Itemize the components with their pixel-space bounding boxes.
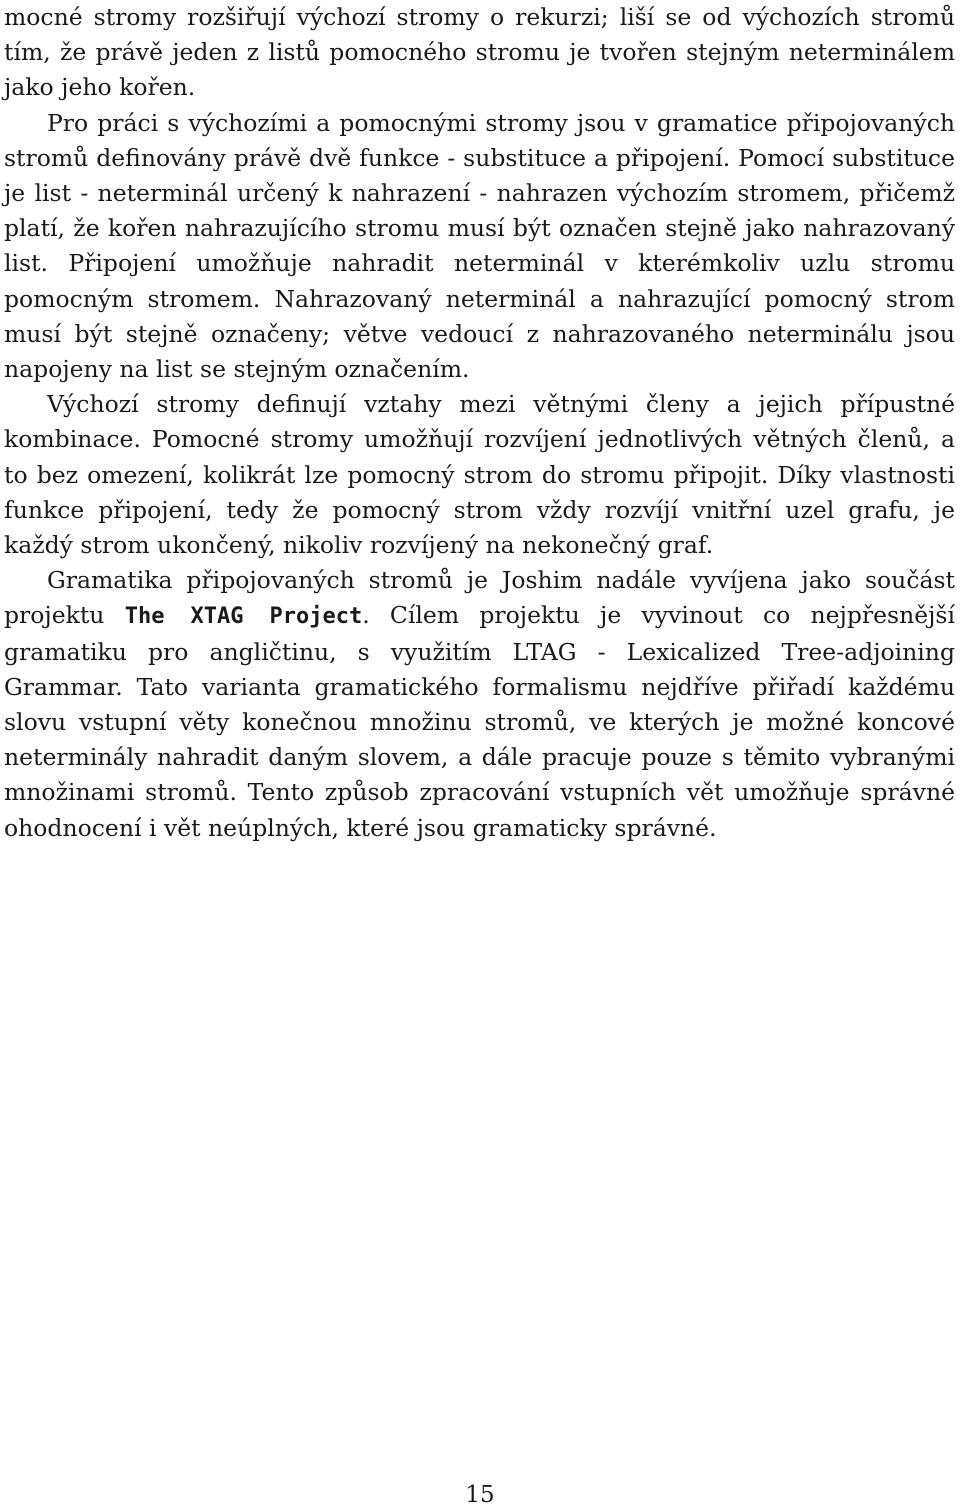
- page-body: [4, 0, 955, 846]
- paragraph-tree-types: Výchozí stromy definují vztahy mezi větnými členy a jejich přípustné kombinace. Pomocné stromy umožňují rozvíjení jednotlivých větných členů, a to bez omezení, kolikrát lze pomocný strom do stromu připojit. Díky vlastnosti funkce připojení, tedy že pomocný strom vždy rozvíjí vnitřní uzel grafu, je každý strom ukončený, nikoliv rozvíjený na nekonečný graf.: [4, 390, 955, 560]
- paragraph-xtag-after: . Cílem projektu je vyvinout co nejpřesnější gramatiku pro angličtinu, s využitím LTAG - Lexicalized Tree-adjoining Grammar. Tato varianta gramatického formalismu nejdříve přiřadí každému slovu vstupní věty konečnou množinu stromů, ve kterých je možné koncové neterminály nahradit daným slovem, a dále pracuje pouze s těmito vybranými množinami stromů. Tento způsob zpracování vstupních vět umožňuje správné ohodnocení i vět neúplných, které jsou gramaticky správné.: [4, 601, 955, 842]
- paragraph-continuation: mocné stromy rozšiřují výchozí stromy o rekurzi; liší se od výchozích stromů tím, že právě jeden z listů pomocného stromu je tvořen stejným neterminálem jako jeho kořen.: [4, 3, 955, 102]
- page-number: 15: [465, 1482, 495, 1508]
- paragraph-functions: Pro práci s výchozími a pomocnými stromy jsou v gramatice připojovaných stromů definovány právě dvě funkce - substituce a připojení. Pomocí substituce je list - neterminál určený k nahrazení - nahrazen výchozím stromem, přičemž platí, že kořen nahrazujícího stromu musí být označen stejně jako nahrazovaný list. Připojení umožňuje nahradit neterminál v kterémkoliv uzlu stromu pomocným stromem. Nahrazovaný neterminál a nahrazující pomocný strom musí být stejně označeny; větve vedoucí z nahrazovaného neterminálu jsou napojeny na list se stejným označením.: [4, 108, 955, 384]
- paragraph-xtag: [4, 563, 955, 846]
- paragraph-xtag-before: Gramatika připojovaných stromů je Joshim nadále vyvíjena jako součást projektu: [4, 566, 955, 630]
- project-name: The XTAG Project: [124, 604, 363, 630]
